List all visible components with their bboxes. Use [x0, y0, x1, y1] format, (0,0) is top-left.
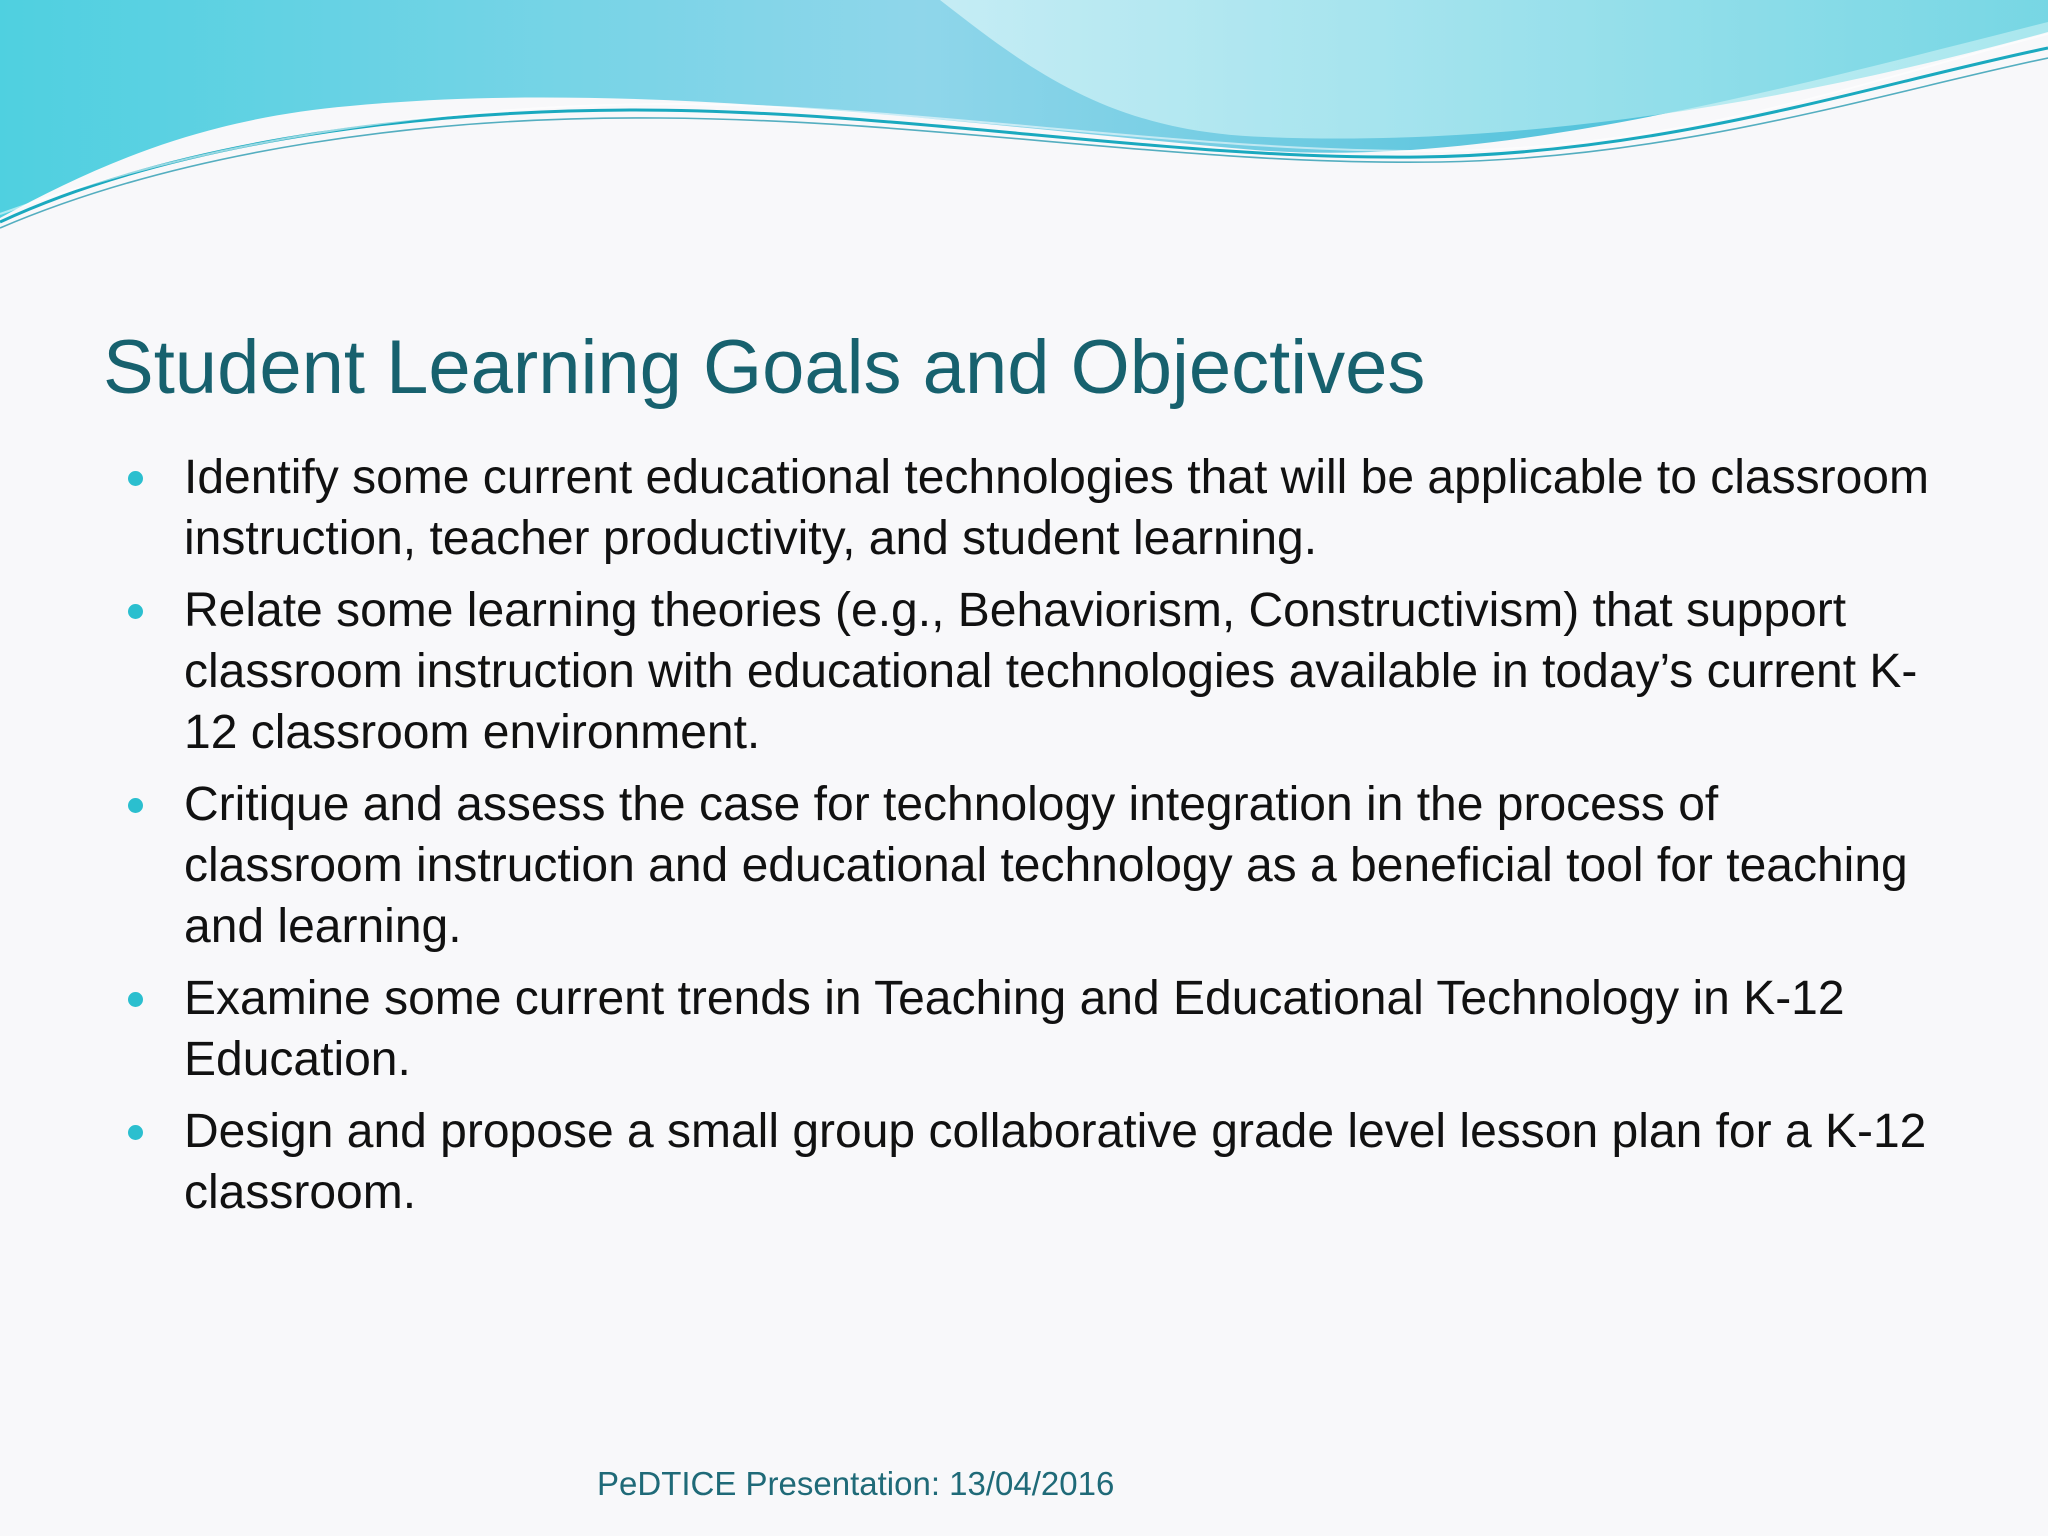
- list-item-text: Design and propose a small group collaborative grade level lesson plan for a K-12 classroom.: [184, 1105, 1927, 1219]
- list-item-text: Relate some learning theories (e.g., Behaviorism, Constructivism) that support classroom instruction with educational technologies available in today’s current K-12 classroom environment.: [184, 584, 1918, 759]
- objectives-list: [184, 447, 1944, 1234]
- slide-title: Student Learning Goals and Objectives: [103, 325, 1426, 410]
- list-item: [184, 580, 1944, 763]
- bullet-icon: [128, 798, 143, 813]
- list-item-text: Examine some current trends in Teaching and Educational Technology in K-12 Education.: [184, 972, 1845, 1086]
- list-item: [184, 774, 1944, 957]
- bullet-icon: [128, 1125, 143, 1140]
- list-item-text: Critique and assess the case for technology integration in the process of classroom instruction and educational technology as a beneficial tool for teaching and learning.: [184, 778, 1908, 953]
- list-item: [184, 1101, 1944, 1223]
- bullet-icon: [128, 471, 143, 486]
- slide-footer: PeDTICE Presentation: 13/04/2016: [597, 1465, 1115, 1502]
- list-item: [184, 447, 1944, 569]
- list-item-text: Identify some current educational technologies that will be applicable to classroom instruction, teacher productivity, and student learning.: [184, 451, 1929, 565]
- header-wave-decoration: [0, 0, 2048, 240]
- bullet-icon: [128, 992, 143, 1007]
- list-item: [184, 968, 1944, 1090]
- bullet-icon: [128, 604, 143, 619]
